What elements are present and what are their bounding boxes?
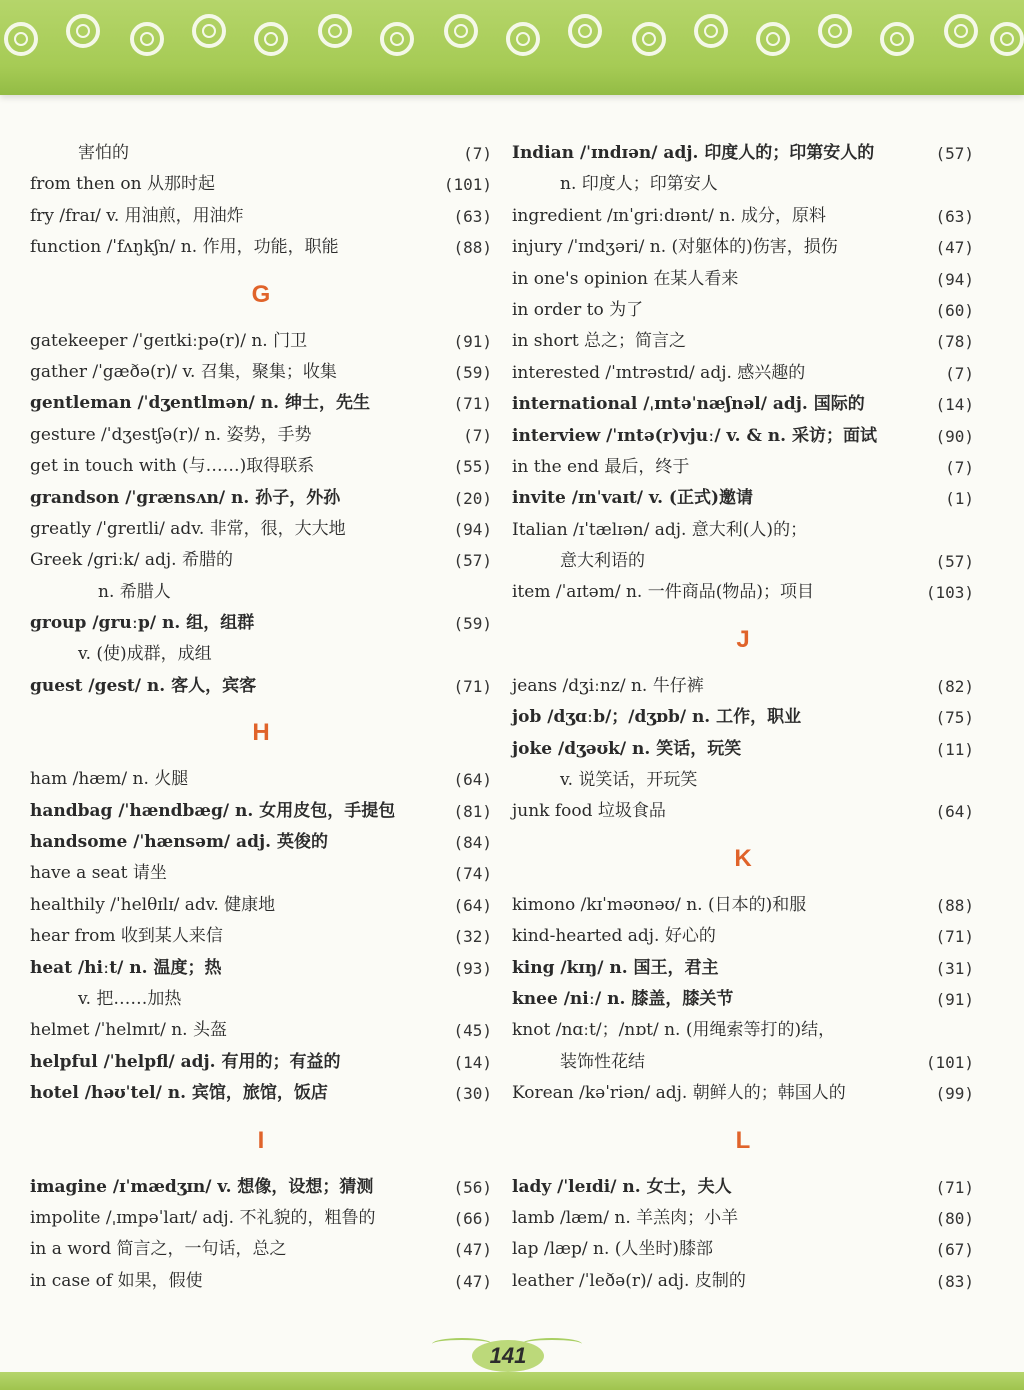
- entry-text: helpful /ˈhelpfl/ adj. 有用的；有益的: [30, 1051, 341, 1072]
- page-number-badge: [452, 1336, 562, 1376]
- decorative-header-band: [0, 0, 1024, 95]
- entry-page-ref: (94): [935, 269, 974, 289]
- entry-text: ham /hæm/ n. 火腿: [30, 769, 189, 790]
- index-entry: [512, 515, 974, 546]
- binder-ring-icon: [4, 22, 38, 56]
- entry-text: Indian /ˈɪndɪən/ adj. 印度人的；印第安人的: [512, 143, 875, 163]
- entry-page-ref: (71): [453, 394, 492, 414]
- entry-page-ref: (45): [453, 1021, 492, 1041]
- entry-text: v. 说笑话，开玩笑: [560, 770, 698, 791]
- entry-text: have a seat 请坐: [30, 863, 167, 884]
- entry-text: job /dʒɑːb/；/dʒɒb/ n. 工作，职业: [512, 707, 802, 728]
- entry-page-ref: (32): [453, 927, 492, 947]
- entry-page-ref: (74): [453, 864, 492, 884]
- entry-text: kimono /kɪˈməʊnəʊ/ n. (日本的)和服: [512, 894, 807, 915]
- entry-text: imagine /ɪˈmædʒɪn/ v. 想像，设想；猜测: [30, 1176, 374, 1197]
- entry-page-ref: (7): [945, 363, 974, 383]
- index-entry: [512, 734, 974, 765]
- entry-page-ref: (101): [443, 175, 492, 195]
- entry-page-ref: (88): [453, 238, 492, 258]
- entry-page-ref: (20): [453, 488, 492, 508]
- binder-ring-icon: [568, 14, 602, 48]
- section-letter: H: [252, 719, 270, 747]
- entry-text: gentleman /ˈdʒentlmən/ n. 绅士，先生: [30, 393, 370, 414]
- entry-text: from then on 从那时起: [30, 174, 215, 195]
- index-entry: [30, 858, 492, 889]
- index-entry: [512, 264, 974, 295]
- entry-page-ref: (14): [935, 395, 974, 415]
- entry-text: gatekeeper /ˈgeɪtkiːpə(r)/ n. 门卫: [30, 330, 308, 351]
- entry-page-ref: (7): [463, 425, 492, 445]
- entry-text: jeans /dʒiːnz/ n. 牛仔裤: [512, 675, 704, 696]
- entry-page-ref: (1): [945, 489, 974, 509]
- index-entry: [30, 827, 492, 858]
- entry-text: gather /ˈgæðə(r)/ v. 召集，聚集；收集: [30, 361, 337, 382]
- entry-page-ref: (83): [935, 1271, 974, 1291]
- entry-text: function /ˈfʌŋkʃn/ n. 作用，功能，职能: [30, 237, 339, 258]
- binder-ring-icon: [632, 22, 666, 56]
- entry-page-ref: (88): [935, 895, 974, 915]
- entry-text: grandson /ˈgrænsʌn/ n. 孙子，外孙: [30, 487, 341, 508]
- entry-page-ref: (91): [453, 331, 492, 351]
- index-entry: [30, 545, 492, 576]
- entry-page-ref: (101): [925, 1052, 974, 1072]
- index-entry: [512, 1266, 974, 1297]
- entry-text: injury /ˈɪndʒəri/ n. (对躯体的)伤害，损伤: [512, 237, 838, 258]
- entry-text: group /gruːp/ n. 组，组群: [30, 613, 255, 634]
- entry-page-ref: (63): [935, 206, 974, 226]
- entry-text: 害怕的: [78, 143, 129, 163]
- index-entry: [30, 138, 492, 169]
- entry-page-ref: (47): [453, 1240, 492, 1260]
- binder-ring-icon: [944, 14, 978, 48]
- entry-page-ref: (59): [453, 362, 492, 382]
- entry-text: healthily /ˈhelθɪlɪ/ adv. 健康地: [30, 894, 276, 915]
- entry-page-ref: (47): [935, 238, 974, 258]
- index-entry: [30, 1172, 492, 1203]
- entry-text: hear from 收到某人来信: [30, 926, 223, 947]
- index-entry: [512, 483, 974, 514]
- index-entry: [30, 639, 492, 670]
- index-entry: [30, 483, 492, 514]
- entry-page-ref: (47): [453, 1271, 492, 1291]
- index-entry: [30, 796, 492, 827]
- index-entry: [30, 169, 492, 200]
- section-letter: I: [257, 1126, 265, 1154]
- binder-ring-icon: [318, 14, 352, 48]
- entry-page-ref: (57): [935, 552, 974, 572]
- entry-page-ref: (57): [935, 144, 974, 163]
- section-letter: G: [251, 280, 271, 308]
- entry-text: gesture /ˈdʒestʃə(r)/ n. 姿势，手势: [30, 424, 312, 445]
- index-entry: [512, 389, 974, 420]
- entry-text: impolite /ˌɪmpəˈlaɪt/ adj. 不礼貌的，粗鲁的: [30, 1207, 376, 1228]
- entry-text: invite /ɪnˈvaɪt/ v. (正式)邀请: [512, 488, 753, 509]
- index-entry: [30, 890, 492, 921]
- index-entry: [30, 1234, 492, 1265]
- entry-text: get in touch with (与……)取得联系: [30, 456, 315, 477]
- entry-page-ref: (78): [935, 332, 974, 352]
- entry-page-ref: (64): [935, 802, 974, 822]
- index-entry: [30, 671, 492, 702]
- index-entry: [30, 1015, 492, 1046]
- index-entry: [512, 921, 974, 952]
- index-column-left: [30, 138, 492, 1297]
- entry-page-ref: (71): [453, 676, 492, 696]
- section-letter: K: [734, 844, 752, 872]
- binder-ring-icon: [444, 14, 478, 48]
- index-entry: [30, 420, 492, 451]
- index-entry: [30, 608, 492, 639]
- index-entry: [30, 577, 492, 608]
- entry-page-ref: (66): [453, 1208, 492, 1228]
- index-entry: [512, 765, 974, 796]
- entry-page-ref: (55): [453, 457, 492, 477]
- index-entry: [30, 1078, 492, 1109]
- entry-page-ref: (64): [453, 770, 492, 790]
- index-entry: [512, 671, 974, 702]
- entry-text: helmet /ˈhelmɪt/ n. 头盔: [30, 1020, 227, 1041]
- index-entry: [512, 295, 974, 326]
- section-letter: J: [736, 625, 750, 653]
- index-entry: [512, 1015, 974, 1046]
- entry-page-ref: (64): [453, 895, 492, 915]
- entry-page-ref: (59): [453, 614, 492, 634]
- binder-rings: [0, 10, 1024, 70]
- index-entry: [30, 921, 492, 952]
- entry-text: interested /ˈɪntrəstɪd/ adj. 感兴趣的: [512, 362, 806, 383]
- index-entry: [30, 357, 492, 388]
- entry-text: lady /ˈleɪdi/ n. 女士，夫人: [512, 1176, 732, 1197]
- entry-page-ref: (84): [453, 833, 492, 853]
- entry-text: in one's opinion 在某人看来: [512, 268, 739, 289]
- entry-page-ref: (93): [453, 958, 492, 978]
- entry-text: n. 印度人；印第安人: [560, 174, 718, 195]
- binder-ring-icon: [990, 22, 1024, 56]
- binder-ring-icon: [880, 22, 914, 56]
- index-entry: [512, 358, 974, 389]
- binder-ring-icon: [254, 22, 288, 56]
- index-entry: [30, 326, 492, 357]
- entry-text: king /kɪŋ/ n. 国王，君主: [512, 957, 719, 978]
- entry-page-ref: (71): [935, 927, 974, 947]
- entry-text: v. (使)成群，成组: [78, 644, 212, 665]
- entry-text: in case of 如果，假使: [30, 1270, 203, 1291]
- index-entry: [30, 1266, 492, 1297]
- index-entry: [512, 984, 974, 1015]
- index-entry: [512, 577, 974, 608]
- entry-page-ref: (103): [925, 583, 974, 603]
- entry-page-ref: (63): [453, 206, 492, 226]
- index-entry: [512, 1234, 974, 1265]
- entry-text: lamb /læm/ n. 羊羔肉；小羊: [512, 1207, 739, 1228]
- index-entry: [30, 984, 492, 1015]
- binder-ring-icon: [192, 14, 226, 48]
- index-entry: [30, 232, 492, 263]
- entry-text: lap /læp/ n. (人坐时)膝部: [512, 1239, 714, 1260]
- binder-ring-icon: [380, 22, 414, 56]
- entry-text: in order to 为了: [512, 299, 644, 320]
- entry-text: joke /dʒəʊk/ n. 笑话，玩笑: [512, 738, 742, 759]
- entry-page-ref: (90): [935, 426, 974, 446]
- entry-page-ref: (31): [935, 958, 974, 978]
- binder-ring-icon: [818, 14, 852, 48]
- binder-ring-icon: [66, 14, 100, 48]
- entry-text: heat /hiːt/ n. 温度；热: [30, 957, 222, 978]
- index-entry: [512, 890, 974, 921]
- entry-page-ref: (82): [935, 676, 974, 696]
- entry-text: leather /ˈleðə(r)/ adj. 皮制的: [512, 1270, 746, 1291]
- index-entry: [512, 138, 974, 169]
- index-entry: [30, 764, 492, 795]
- entry-text: item /ˈaɪtəm/ n. 一件商品(物品)；项目: [512, 582, 814, 603]
- entry-text: ingredient /ɪnˈgriːdɪənt/ n. 成分，原料: [512, 205, 827, 226]
- entry-page-ref: (67): [935, 1240, 974, 1260]
- index-entry: [512, 201, 974, 232]
- entry-page-ref: (7): [945, 457, 974, 477]
- entry-text: in a word 简言之，一句话，总之: [30, 1239, 287, 1260]
- entry-text: international /ˌɪntəˈnæʃnəl/ adj. 国际的: [512, 394, 865, 415]
- entry-text: n. 希腊人: [98, 581, 171, 602]
- entry-text: knee /niː/ n. 膝盖，膝关节: [512, 988, 734, 1009]
- entry-page-ref: (56): [453, 1177, 492, 1197]
- entry-text: in the end 最后，终于: [512, 456, 690, 477]
- entry-text: greatly /ˈgreɪtli/ adv. 非常，很，大大地: [30, 518, 346, 539]
- entry-page-ref: (91): [935, 989, 974, 1009]
- index-entry: [30, 514, 492, 545]
- binder-ring-icon: [694, 14, 728, 48]
- entry-page-ref: (30): [453, 1084, 492, 1104]
- index-entry: [512, 1078, 974, 1109]
- entry-text: in short 总之；简言之: [512, 331, 687, 352]
- entry-page-ref: (7): [463, 144, 492, 163]
- index-entry: [512, 1047, 974, 1078]
- index-entry: [30, 201, 492, 232]
- entry-page-ref: (94): [453, 519, 492, 539]
- index-entry: [30, 388, 492, 419]
- entry-page-ref: (75): [935, 708, 974, 728]
- entry-page-ref: (14): [453, 1052, 492, 1072]
- entry-text: knot /nɑːt/；/nɒt/ n. (用绳索等打的)结，: [512, 1020, 836, 1041]
- entry-page-ref: (99): [935, 1084, 974, 1104]
- index-entry: [512, 796, 974, 827]
- entry-page-ref: (80): [935, 1208, 974, 1228]
- entry-text: Italian /ɪˈtælɪən/ adj. 意大利(人)的；: [512, 519, 808, 540]
- index-entry: [512, 421, 974, 452]
- index-column-right: [512, 138, 974, 1297]
- entry-page-ref: (71): [935, 1177, 974, 1197]
- entry-text: hotel /həʊˈtel/ n. 宾馆，旅馆，饭店: [30, 1083, 328, 1104]
- entry-text: 装饰性花结: [560, 1051, 645, 1072]
- index-entry: [30, 953, 492, 984]
- index-entry: [30, 1203, 492, 1234]
- section-letter: L: [735, 1126, 751, 1154]
- entry-page-ref: (81): [453, 801, 492, 821]
- index-entry: [30, 1047, 492, 1078]
- entry-page-ref: (57): [453, 551, 492, 571]
- index-entry: [512, 953, 974, 984]
- entry-text: interview /ˈɪntə(r)vjuː/ v. & n. 采访；面试: [512, 425, 877, 446]
- binder-ring-icon: [130, 22, 164, 56]
- index-entry: [512, 1203, 974, 1234]
- decorative-footer-band: [0, 1372, 1024, 1390]
- index-entry: [512, 169, 974, 200]
- index-entry: [30, 451, 492, 482]
- entry-text: junk food 垃圾食品: [512, 801, 666, 822]
- entry-text: v. 把……加热: [78, 988, 182, 1009]
- entry-text: kind-hearted adj. 好心的: [512, 926, 716, 947]
- entry-text: 意大利语的: [560, 551, 645, 572]
- page-number: 141: [489, 1343, 527, 1368]
- binder-ring-icon: [756, 22, 790, 56]
- index-entry: [512, 452, 974, 483]
- entry-text: handsome /ˈhænsəm/ adj. 英俊的: [30, 832, 328, 853]
- index-entry: [512, 546, 974, 577]
- entry-text: fry /fraɪ/ v. 用油煎，用油炸: [30, 205, 244, 226]
- entry-page-ref: (60): [935, 300, 974, 320]
- entry-text: Korean /kəˈriən/ adj. 朝鲜人的；韩国人的: [512, 1083, 846, 1104]
- entry-text: Greek /griːk/ adj. 希腊的: [30, 550, 233, 571]
- index-entry: [512, 702, 974, 733]
- entry-text: guest /gest/ n. 客人，宾客: [30, 675, 257, 696]
- binder-ring-icon: [506, 22, 540, 56]
- index-entry: [512, 1172, 974, 1203]
- entry-text: handbag /ˈhændbæg/ n. 女用皮包，手提包: [30, 800, 396, 821]
- index-entry: [512, 326, 974, 357]
- entry-page-ref: (11): [935, 739, 974, 759]
- index-entry: [512, 232, 974, 263]
